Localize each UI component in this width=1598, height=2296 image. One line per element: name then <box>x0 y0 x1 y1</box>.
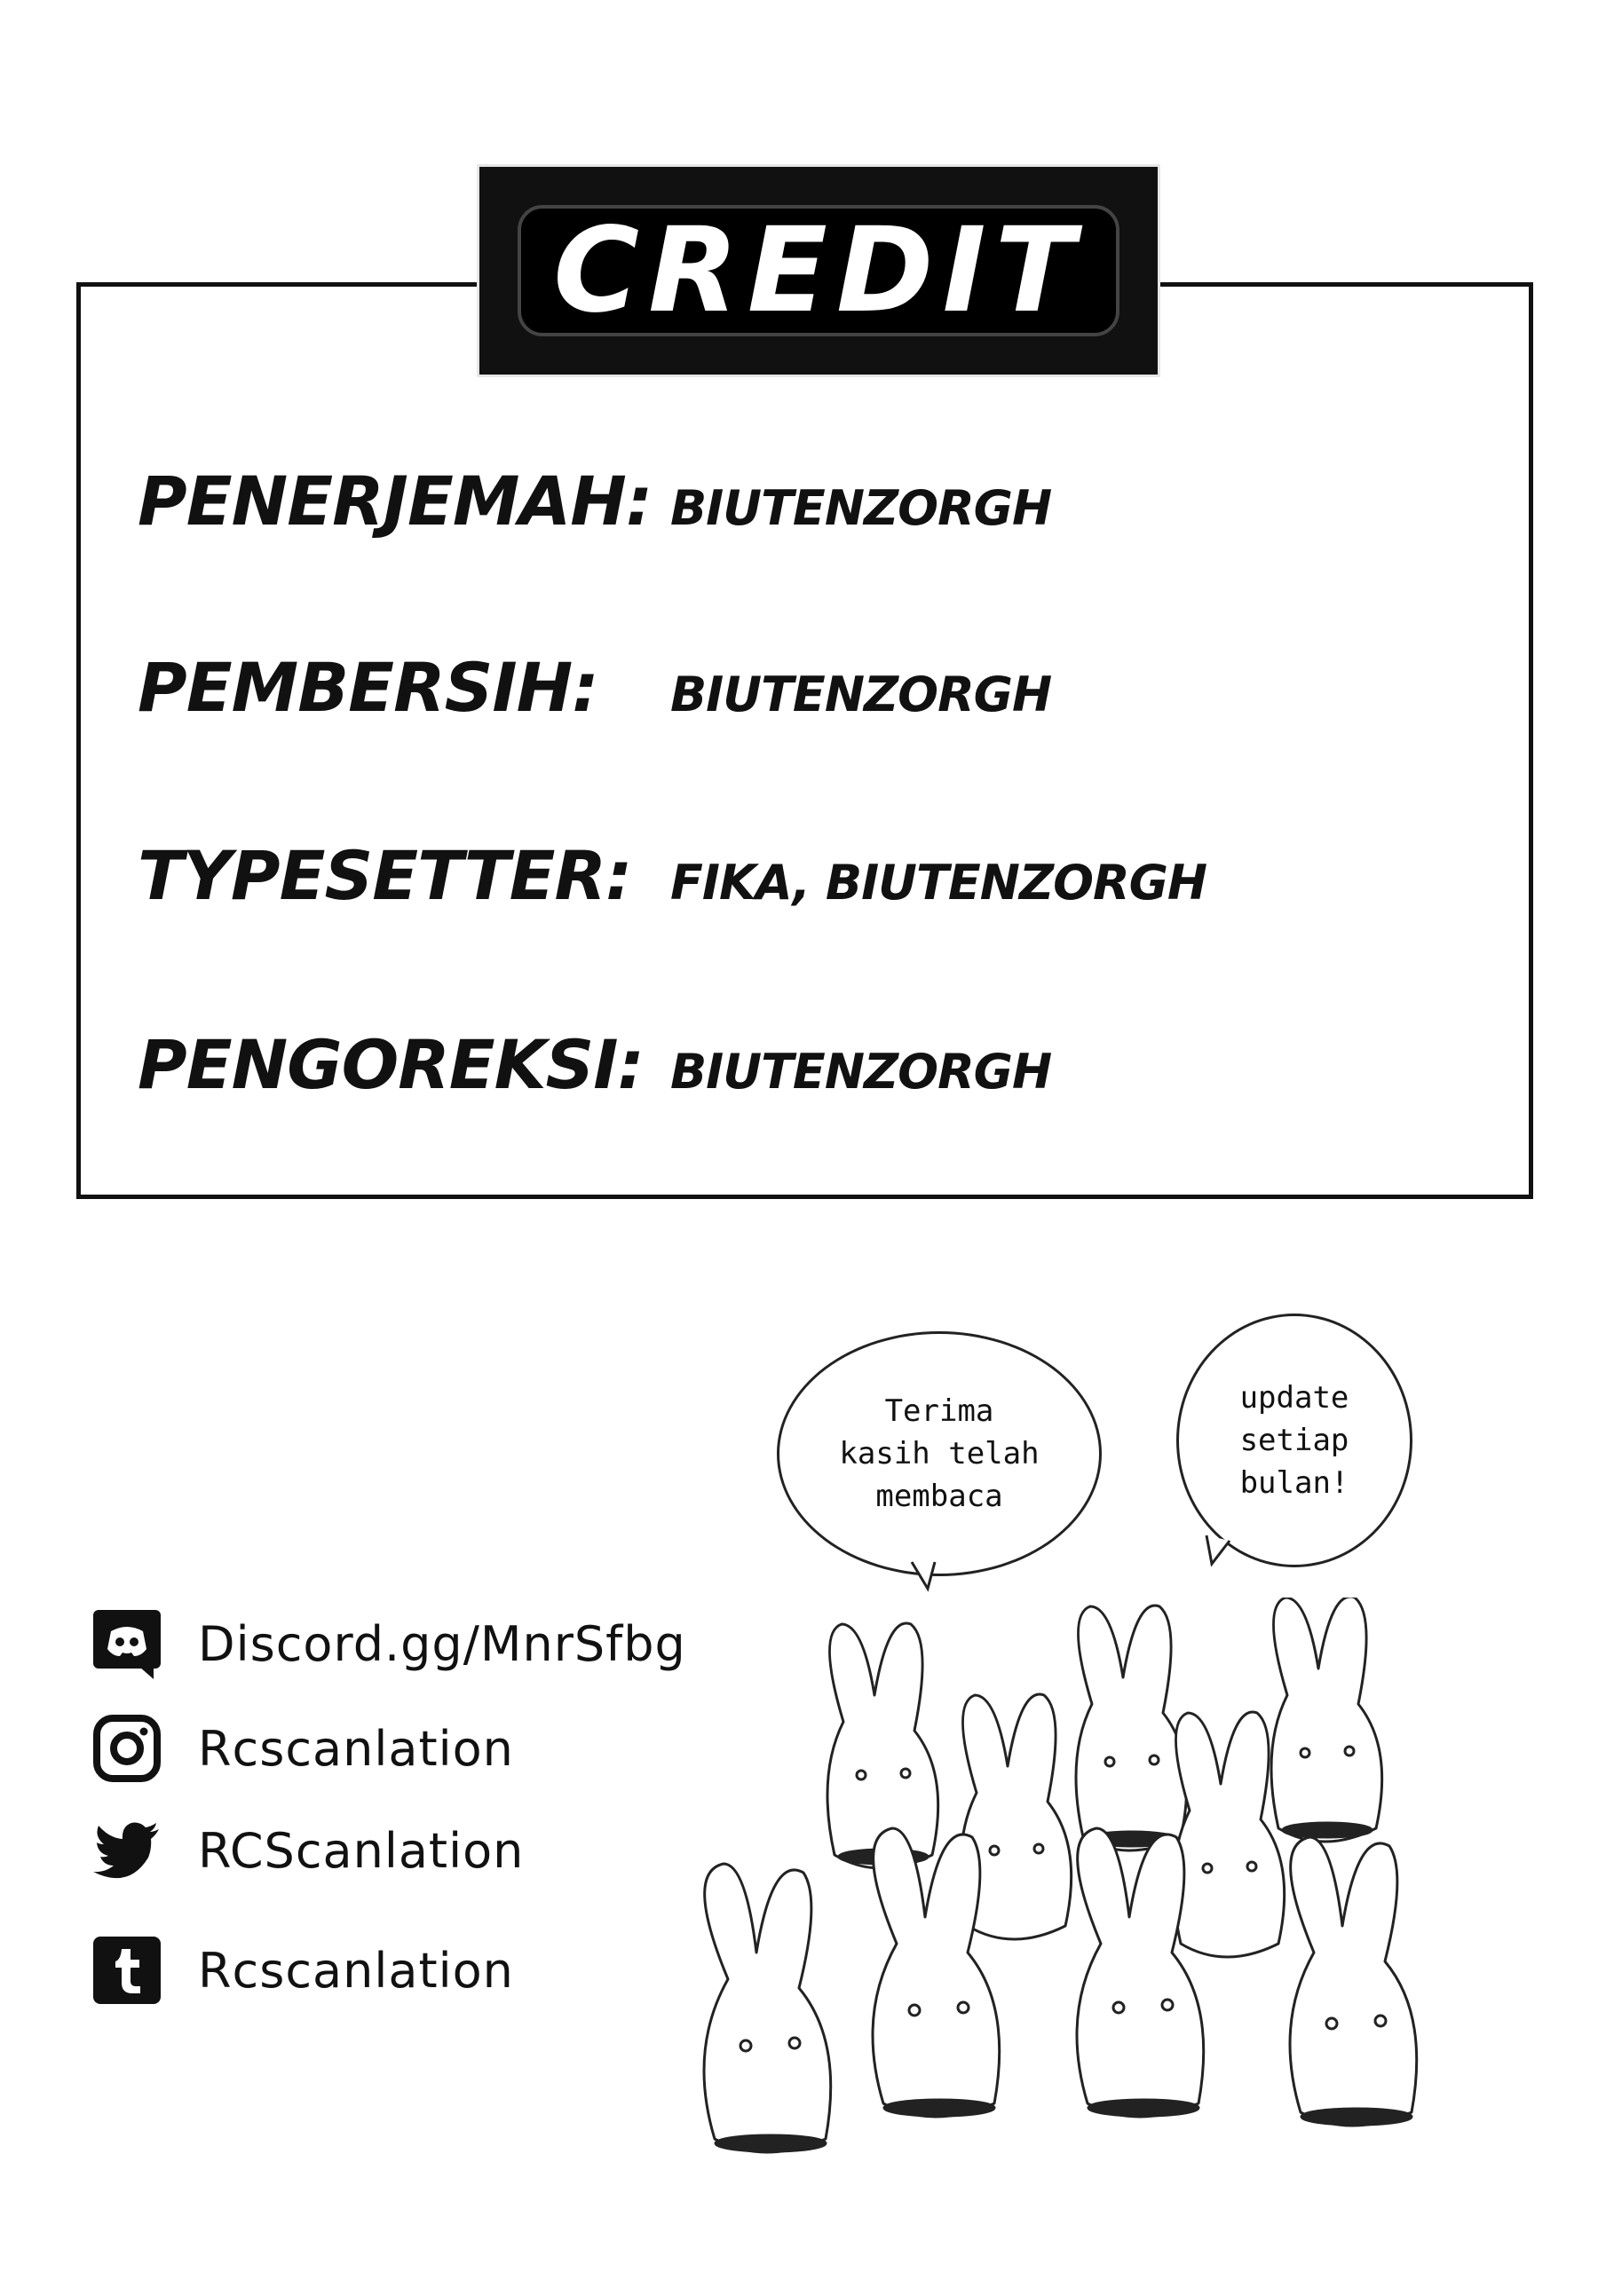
social-text[interactable]: RCScanlation <box>198 1822 525 1879</box>
credit-role: PEMBERSIH: <box>138 648 598 727</box>
credit-role: PENGOREKSI: <box>138 1025 644 1104</box>
credit-role: TYPESETTER: <box>138 836 632 915</box>
credit-badge <box>477 164 1160 377</box>
bunny <box>1271 1598 1382 1842</box>
credit-row-typesetter <box>138 836 1206 915</box>
speech-bubble <box>777 1331 1102 1576</box>
bunny <box>1076 1606 1187 1850</box>
credit-badge-inner <box>518 202 1119 339</box>
social-instagram[interactable] <box>91 1713 514 1784</box>
social-text[interactable]: Rcscanlation <box>198 1942 514 1999</box>
bunny <box>1290 1837 1417 2126</box>
bunny <box>704 1864 831 2152</box>
tumblr-icon <box>91 1935 162 2006</box>
credit-title: CREDIT <box>553 202 1084 339</box>
speech-bubble-tail <box>1203 1534 1238 1569</box>
social-discord[interactable] <box>91 1608 686 1679</box>
social-text[interactable]: Discord.gg/MnrSfbg <box>198 1615 686 1672</box>
credit-row-cleaner <box>138 648 1051 727</box>
social-text[interactable]: Rcscanlation <box>198 1720 514 1777</box>
social-twitter[interactable] <box>91 1815 524 1886</box>
credit-name: BIUTENZORGH <box>670 480 1052 536</box>
bunny <box>1174 1712 1285 1957</box>
twitter-icon <box>91 1815 162 1886</box>
credit-role: PENERJEMAH: <box>138 462 653 540</box>
speech-bubble <box>1176 1314 1412 1567</box>
credit-row-proofreader <box>138 1025 1051 1104</box>
discord-icon <box>91 1608 162 1679</box>
speech-bubble-text: Terima kasih telah membaca <box>839 1393 1040 1514</box>
credit-name: FIKA, BIUTENZORGH <box>670 855 1207 911</box>
credit-name: BIUTENZORGH <box>670 1044 1052 1100</box>
instagram-icon <box>91 1713 162 1784</box>
credit-name: BIUTENZORGH <box>670 667 1052 722</box>
credit-row-translator <box>138 462 1051 540</box>
social-tumblr[interactable] <box>91 1935 514 2006</box>
bunny-illustration <box>701 1598 1483 2183</box>
bunny <box>873 1828 1000 2117</box>
speech-bubble-text: update setiap bulan! <box>1239 1380 1349 1501</box>
speech-bubble-tail <box>910 1560 945 1596</box>
bunny <box>1077 1828 1204 2117</box>
